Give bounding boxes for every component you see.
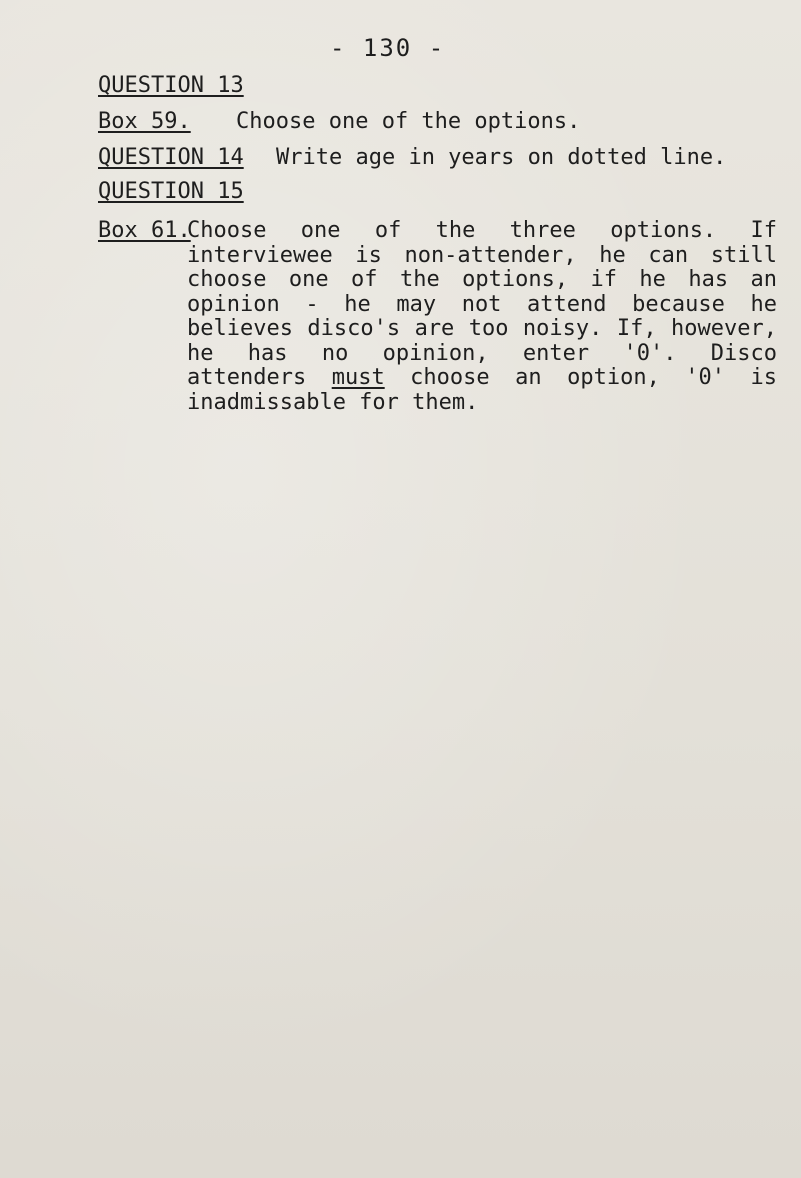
question-15-instructions: [187, 219, 777, 415]
question-14-heading: QUESTION 14: [98, 145, 244, 170]
question-13-heading: QUESTION 13: [98, 73, 244, 98]
question-14-instruction: Write age in years on dotted line.: [276, 145, 727, 170]
question-15-text-part2: choose an option, '0' is inadmissable for them.: [187, 365, 778, 415]
must-emphasis: must: [331, 365, 385, 390]
question-13-instruction: Choose one of the options.: [236, 109, 581, 134]
page-number: - 130 -: [330, 34, 446, 62]
question-15-text-part1: Choose one of the three options. If interviewee is non-attender, he can still choose one of the options, if he has an opinion - he may not attend because he believes disco's are too noisy. If, however, he has no opinion, enter '0'. Disco attenders: [187, 218, 777, 390]
box-61-label: Box 61.: [98, 218, 191, 243]
question-15-paragraph: [187, 219, 777, 415]
question-15-heading: QUESTION 15: [98, 179, 244, 204]
box-59-label: Box 59.: [98, 109, 191, 134]
